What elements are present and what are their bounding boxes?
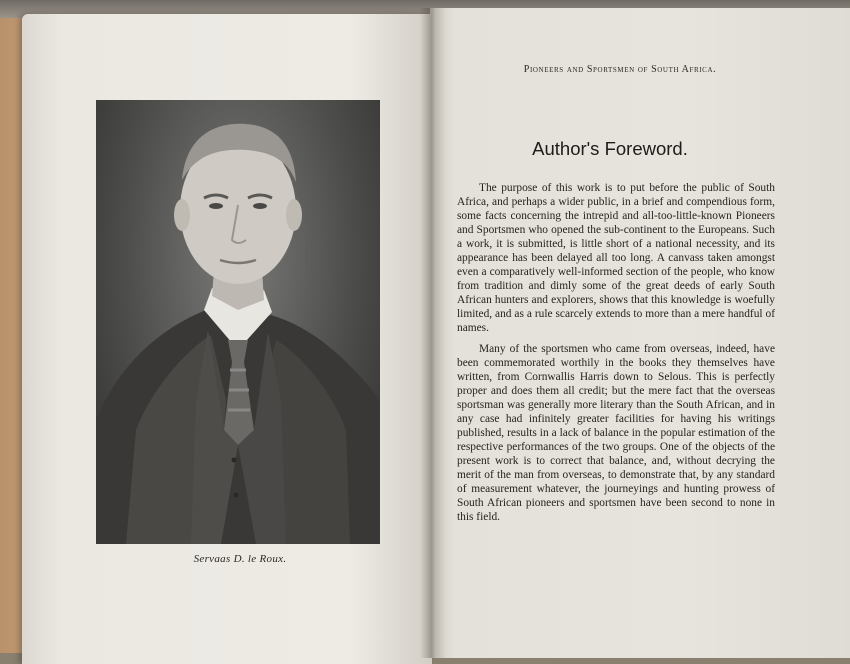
running-head: Pioneers and Sportsmen of South Africa. xyxy=(523,64,717,75)
portrait-illustration xyxy=(96,100,380,544)
foreword-heading: Author's Foreword. xyxy=(532,138,688,159)
paragraph: The purpose of this work is to put before the public of South Africa, and perhaps a wider public, in a brief and compendious form, some facts concerning the intrepid and all-too-little-known Pioneers and Sportsmen who opened the sub-continent to the Europeans. Such a work, it is submitted, is little short of a national necessity, and its appearance has been delayed all too long. A canvass taken amongst even a comparatively well-informed section of the people, who know from tradition and dimly some of the great deeds of early South African hunters and explorers, shows that this knowledge is woefully limited, and as a rule scarcely extends to more than a mere handful of names. xyxy=(457,182,775,335)
photo-caption: Servaas D. le Roux. xyxy=(193,553,287,565)
paragraph: Many of the sportsmen who came from overseas, indeed, have been commemorated worthily in the books they themselves have written, from Cornwallis Harris down to Selous. This is perfectly proper and does them all credit; but the mere fact that the overseas sportsman was generally more literary than the South African, and in any case had infinitely greater facilities for having his writings published, results in a lack of balance in the popular estimation of the respective performances of the two groups. One of the objects of the present work is to correct that balance, and, without decrying the merit of the man from overseas, to demonstrate that, by any standard of measurement whatever, the journeyings and hunting prowess of South African pioneers and sportsmen have been second to none in this field. xyxy=(457,342,775,524)
book-gutter xyxy=(420,8,446,658)
portrait-photo xyxy=(96,100,380,544)
foreword-body xyxy=(457,181,775,530)
